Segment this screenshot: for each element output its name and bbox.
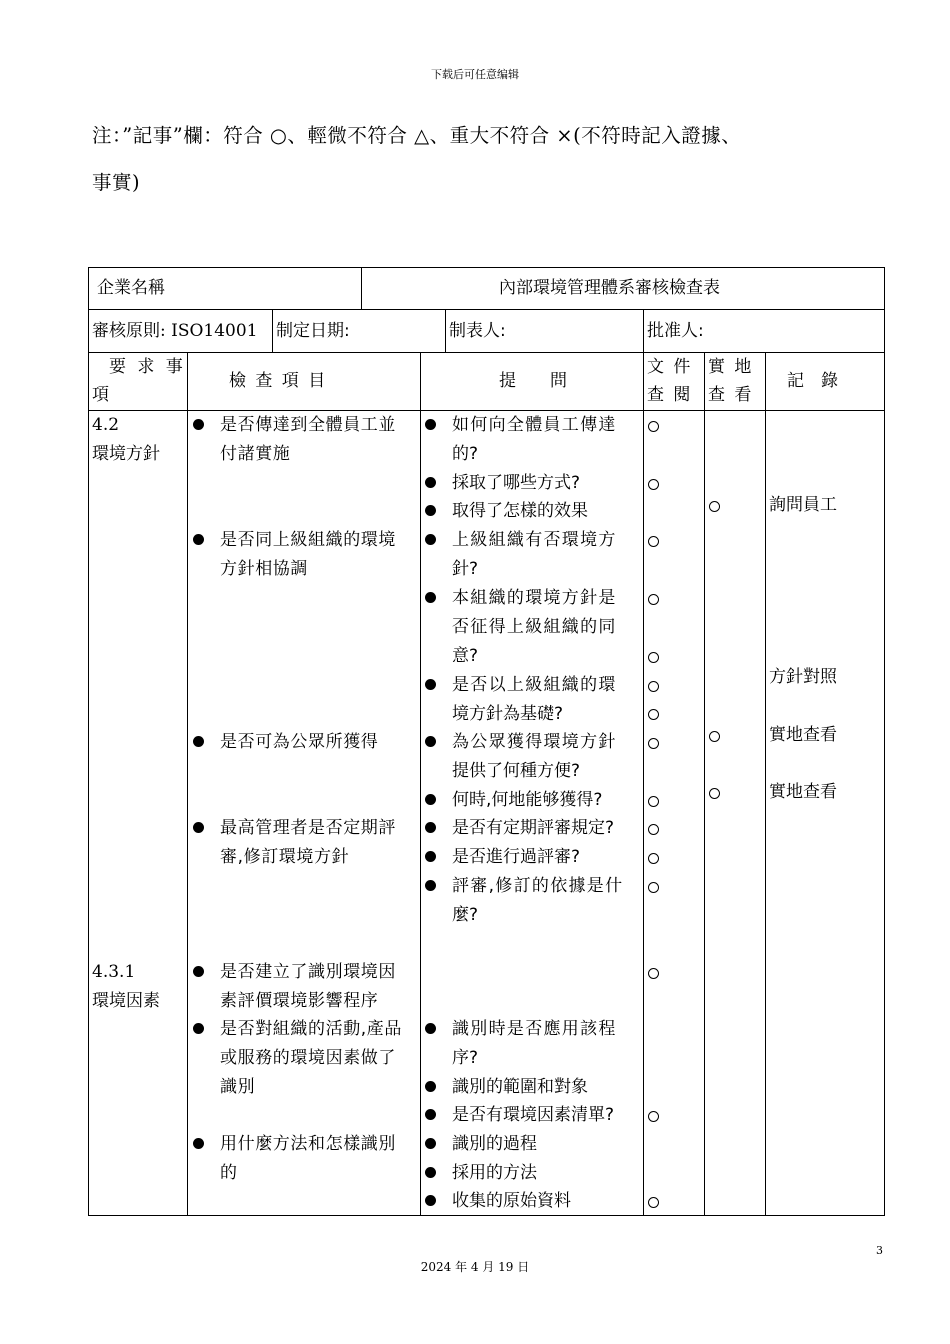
requirement-4-3-1-name: 環境因素	[92, 991, 160, 1011]
conform-circle-icon	[648, 968, 659, 979]
question-1-line-1: 如何向全體員工傳達	[452, 415, 617, 435]
header-check-items: 檢 查 項 目	[229, 371, 328, 391]
conform-circle-icon	[648, 796, 659, 807]
date-label: 制定日期:	[276, 321, 350, 341]
bullet-icon	[425, 851, 436, 862]
check-item-2-line-2: 方針相協調	[220, 559, 308, 579]
question-6-line-1: 是否以上級組織的環	[452, 675, 617, 695]
check-item-5-line-1: 是否建立了識別環境因	[220, 962, 396, 982]
question-4-line-1: 上級組織有否環境方	[452, 530, 617, 550]
company-name-label: 企業名稱	[97, 278, 165, 298]
question-12-line-2: 序?	[452, 1048, 479, 1068]
bullet-icon	[425, 419, 436, 430]
question-5-line-3: 意?	[452, 646, 479, 666]
table-meta-row	[88, 309, 885, 353]
question-7-line-2: 提供了何種方便?	[452, 761, 581, 781]
check-item-7-line-1: 用什麼方法和怎樣識別	[220, 1134, 396, 1154]
footer-date: 2024 年 4 月 19 日	[420, 1260, 530, 1274]
conform-circle-icon	[648, 824, 659, 835]
question-8: 何時,何地能够獲得?	[452, 790, 603, 810]
check-item-6-line-2: 或服務的環境因素做了	[220, 1048, 396, 1068]
conform-circle-icon	[648, 421, 659, 432]
table-title-row	[88, 267, 885, 310]
question-9: 是否有定期評審規定?	[452, 818, 615, 838]
conform-circle-icon	[648, 681, 659, 692]
question-10: 是否進行過評審?	[452, 847, 581, 867]
question-2: 採取了哪些方式?	[452, 473, 581, 493]
bullet-icon	[425, 822, 436, 833]
check-item-5-line-2: 素評價環境影響程序	[220, 991, 379, 1011]
conform-circle-icon	[648, 1111, 659, 1122]
legend-note-line-2: 事實)	[92, 171, 141, 194]
header-questions: 提 問	[499, 371, 567, 391]
record-1: 詢問員工	[769, 495, 837, 515]
question-17: 收集的原始資料	[452, 1191, 571, 1211]
conform-circle-icon	[648, 479, 659, 490]
record-3: 實地查看	[769, 725, 837, 745]
check-item-6-line-1: 是否對組織的活動,產品	[220, 1019, 403, 1039]
question-11-line-1: 評審,修訂的依據是什	[452, 876, 624, 896]
header-site-inspection-line-2: 查 看	[708, 385, 754, 405]
legend-note	[92, 112, 892, 206]
header-document-review-line-2: 查 閱	[647, 385, 693, 405]
check-item-6-line-3: 識別	[220, 1077, 256, 1097]
question-15: 識別的過程	[452, 1134, 537, 1154]
conform-circle-icon	[648, 853, 659, 864]
conform-circle-icon	[648, 709, 659, 720]
bullet-icon	[425, 1195, 436, 1206]
check-item-1-line-2: 付諸實施	[220, 444, 291, 464]
conform-circle-icon	[648, 882, 659, 893]
bullet-icon	[425, 1109, 436, 1120]
question-4-line-2: 針?	[452, 559, 479, 579]
table-body	[88, 410, 885, 1216]
approver-label: 批准人:	[647, 321, 704, 341]
check-item-4-line-1: 最高管理者是否定期評	[220, 818, 396, 838]
question-3: 取得了怎樣的效果	[452, 501, 588, 521]
record-2: 方針對照	[769, 667, 837, 687]
column-header-row	[88, 352, 885, 411]
question-16: 採用的方法	[452, 1163, 537, 1183]
conform-circle-icon	[648, 738, 659, 749]
table-title: 內部環境管理體系審核檢查表	[499, 278, 720, 298]
check-item-7-line-2: 的	[220, 1163, 238, 1183]
question-6-line-2: 境方針為基礎?	[452, 704, 564, 724]
audit-principle: 審核原則: ISO14001	[92, 321, 258, 341]
record-4: 實地查看	[769, 782, 837, 802]
conform-circle-icon	[648, 536, 659, 547]
question-11-line-2: 麼?	[452, 905, 479, 925]
bullet-icon	[425, 1138, 436, 1149]
question-14: 是否有環境因素清單?	[452, 1105, 615, 1125]
maker-label: 制表人:	[449, 321, 506, 341]
question-7-line-1: 為公眾獲得環境方針	[452, 732, 617, 752]
bullet-icon	[425, 1081, 436, 1092]
check-item-2-line-1: 是否同上級組織的環境	[220, 530, 396, 550]
conform-circle-icon	[709, 788, 720, 799]
conform-circle-icon	[709, 731, 720, 742]
check-item-3-line-1: 是否可為公眾所獲得	[220, 732, 379, 752]
requirement-4-3-1-number: 4.3.1	[92, 962, 136, 982]
bullet-icon	[425, 534, 436, 545]
question-13: 識別的範圍和對象	[452, 1077, 588, 1097]
page-number: 3	[876, 1244, 883, 1257]
header-requirement-line-1: 要 求 事	[109, 357, 186, 377]
bullet-icon	[425, 794, 436, 805]
question-5-line-2: 否征得上級組織的同	[452, 617, 617, 637]
bullet-icon	[193, 419, 204, 430]
page-header-text: 下载后可任意编辑	[431, 68, 519, 81]
header-document-review-line-1: 文 件	[647, 357, 693, 377]
header-requirement-line-2: 項	[92, 385, 109, 405]
question-12-line-1: 識別時是否應用該程	[452, 1019, 617, 1039]
conform-circle-icon	[648, 594, 659, 605]
requirement-4-2-name: 環境方針	[92, 444, 160, 464]
bullet-icon	[425, 736, 436, 747]
bullet-icon	[193, 1023, 204, 1034]
bullet-icon	[193, 736, 204, 747]
bullet-icon	[425, 477, 436, 488]
header-records: 記 錄	[787, 371, 838, 391]
bullet-icon	[425, 592, 436, 603]
bullet-icon	[193, 534, 204, 545]
legend-note-line-1: 注：”記事”欄：符合 ○、輕微不符合 △、重大不符合 ×(不符時記入證據、	[92, 124, 742, 147]
question-1-line-2: 的?	[452, 444, 479, 464]
conform-circle-icon	[709, 501, 720, 512]
bullet-icon	[193, 966, 204, 977]
bullet-icon	[425, 1167, 436, 1178]
bullet-icon	[425, 880, 436, 891]
conform-circle-icon	[648, 652, 659, 663]
header-site-inspection-line-1: 實 地	[708, 357, 754, 377]
check-item-4-line-2: 審,修訂環境方針	[220, 847, 350, 867]
conform-circle-icon	[648, 1197, 659, 1208]
bullet-icon	[425, 1023, 436, 1034]
requirement-4-2-number: 4.2	[92, 415, 120, 435]
bullet-icon	[425, 679, 436, 690]
check-item-1-line-1: 是否傳達到全體員工並	[220, 415, 396, 435]
question-5-line-1: 本組織的環境方針是	[452, 588, 617, 608]
bullet-icon	[193, 822, 204, 833]
bullet-icon	[193, 1138, 204, 1149]
bullet-icon	[425, 505, 436, 516]
